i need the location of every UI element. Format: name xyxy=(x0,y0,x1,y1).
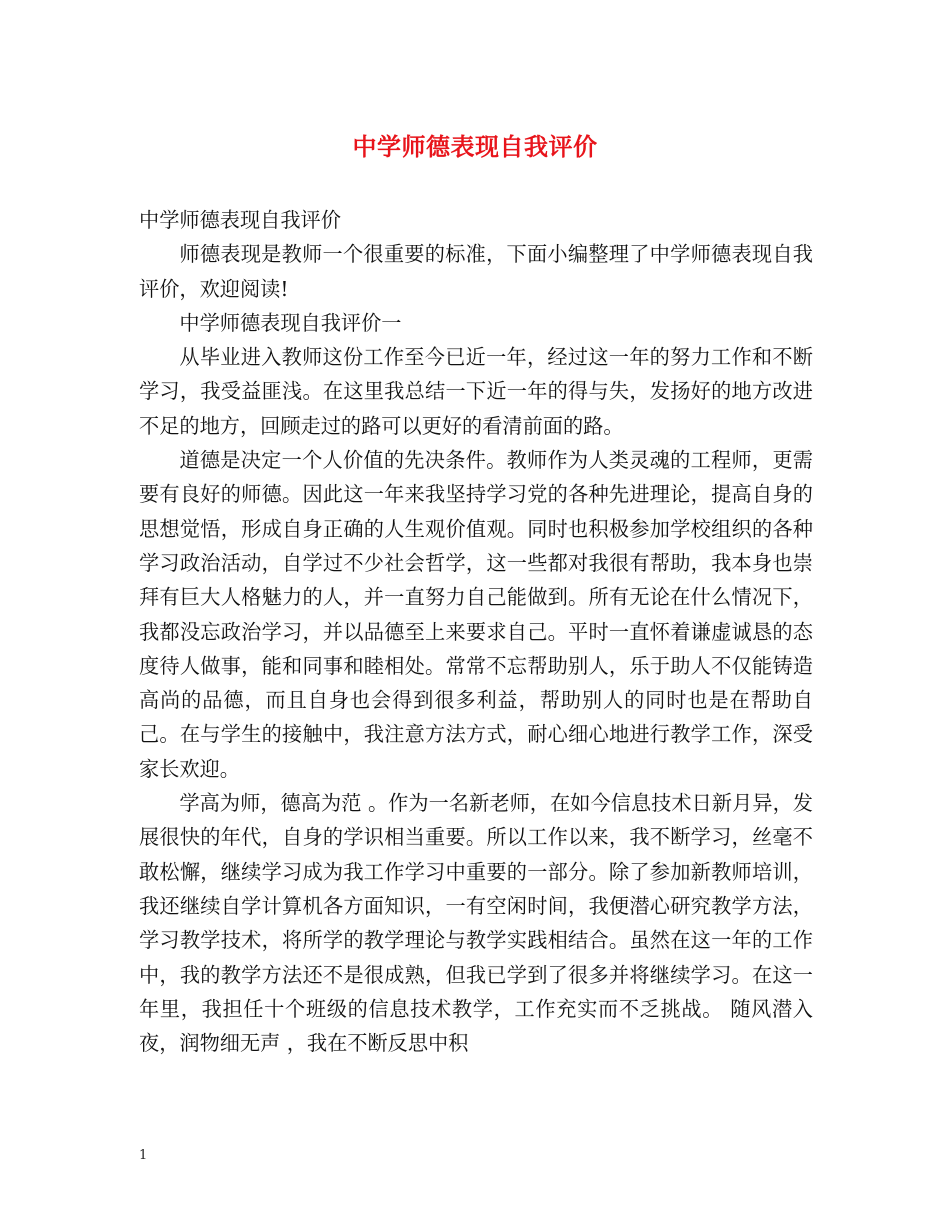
document-title: 中学师德表现自我评价 xyxy=(352,132,598,161)
body-paragraph-2: 道德是决定一个人价值的先决条件。教师作为人类灵魂的工程师，更需要有良好的师德。因此这一年来我坚持学习党的各种先进理论，提高自身的思想觉悟，形成自身正确的人生观价值观。同时也积极参加学校组织的各种学习政治活动，自学过不少社会哲学，这一些都对我很有帮助，我本身也崇拜有巨大人格魅力的人，并一直努力自己能做到。所有无论在什么情况下，我都没忘政治学习，并以品德至上来要求自己。平时一直怀着谦虚诚恳的态度待人做事，能和同事和睦相处。常常不忘帮助别人，乐于助人不仅能铸造高尚的品德，而且自身也会得到很多利益，帮助别人的同时也是在帮助自己。在与学生的接触中，我注意方法方式，耐心细心地进行教学工作，深受家长欢迎。 xyxy=(139,448,813,781)
section-heading: 中学师德表现自我评价一 xyxy=(179,310,402,335)
subtitle-line: 中学师德表现自我评价 xyxy=(139,208,341,232)
document-body xyxy=(139,203,813,1060)
intro-paragraph: 师德表现是教师一个很重要的标准，下面小编整理了中学师德表现自我评价，欢迎阅读! xyxy=(139,242,813,301)
body-paragraph-3: 学高为师，德高为范 。作为一名新老师，在如今信息技术日新月异，发展很快的年代，自身的学识相当重要。所以工作以来，我不断学习，丝毫不敢松懈，继续学习成为我工作学习中重要的一部分。除了参加新教师培训，我还继续自学计算机各方面知识，一有空闲时间，我便潜心研究教学方法，学习教学技术，将所学的教学理论与教学实践相结合。虽然在这一年的工作中，我的教学方法还不是很成熟，但我已学到了很多并将继续学习。在这一年里，我担任十个班级的信息技术教学，工作充实而不乏挑战。 随风潜入夜，润物细无声 ，我在不断反思中积 xyxy=(139,791,813,1056)
body-paragraph-1: 从毕业进入教师这份工作至今已近一年，经过这一年的努力工作和不断学习，我受益匪浅。在这里我总结一下近一年的得与失，发扬好的地方改进不足的地方，回顾走过的路可以更好的看清前面的路。 xyxy=(139,345,813,438)
page-number: 1 xyxy=(139,1148,148,1163)
